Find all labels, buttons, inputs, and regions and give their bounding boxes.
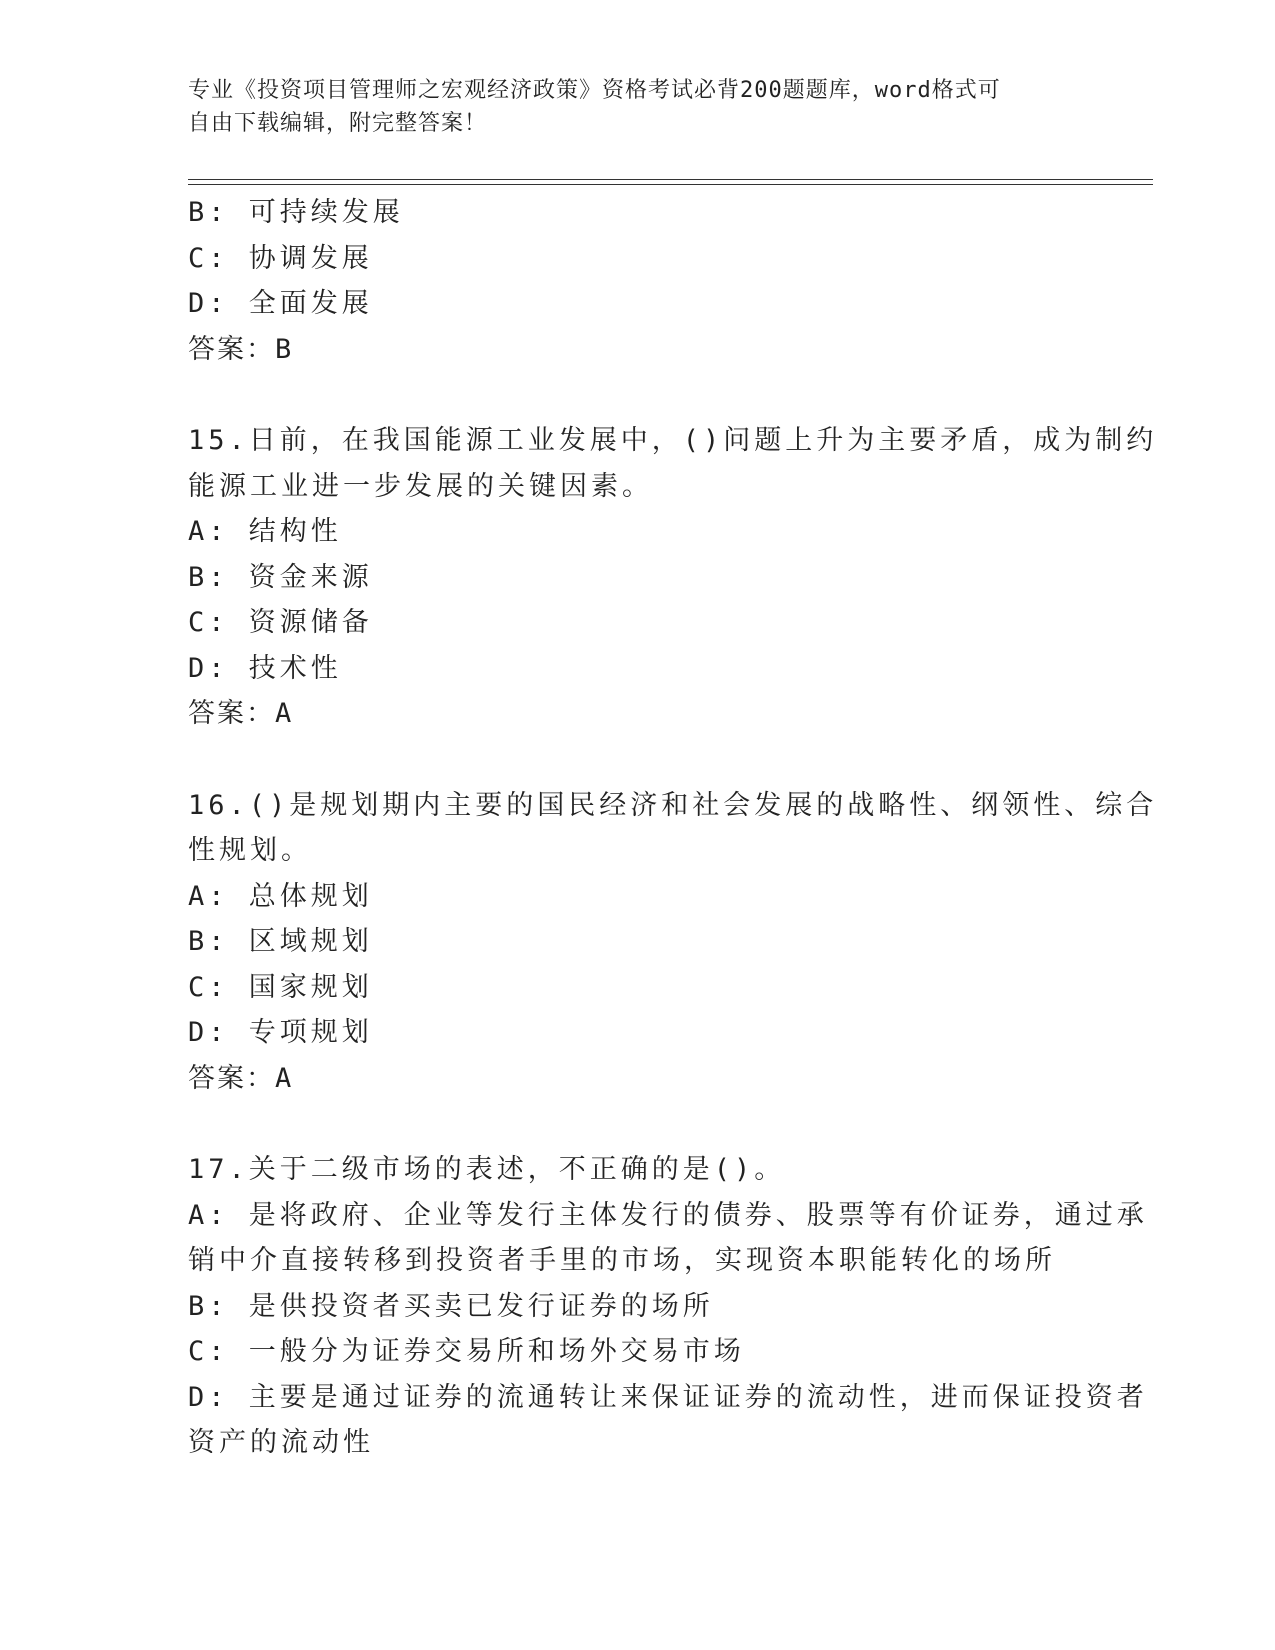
option-d: D: 全面发展 (188, 288, 373, 319)
question-stem-line: 17.关于二级市场的表述，不正确的是()。 (188, 1154, 786, 1185)
question-17 (188, 1147, 1148, 1466)
option-a: A: 是将政府、企业等发行主体发行的债券、股票等有价证券，通过承 (188, 1199, 1148, 1231)
option-d: D: 专项规划 (188, 1017, 373, 1048)
answer-line: 答案：A (188, 698, 294, 729)
option-c: C: 协调发展 (188, 242, 373, 274)
option-b: B: 资金来源 (188, 561, 373, 593)
question-15 (188, 418, 1158, 737)
answer-line: 答案：A (188, 1062, 294, 1094)
option-a: A: 总体规划 (188, 880, 373, 912)
option-c: C: 资源储备 (188, 607, 373, 638)
question-stem-line: 15.日前，在我国能源工业发展中，()问题上升为主要矛盾，成为制约 (188, 425, 1158, 456)
option-d: D: 技术性 (188, 652, 342, 684)
option-a: A: 结构性 (188, 516, 342, 547)
header-line-1: 专业《投资项目管理师之宏观经济政策》资格考试必背200题题库，word格式可 (188, 78, 1001, 103)
option-c: C: 国家规划 (188, 971, 373, 1003)
option-a-continued: 销中介直接转移到投资者手里的市场，实现资本职能转化的场所 (188, 1245, 1056, 1276)
question-14-partial (188, 190, 1088, 372)
answer-line: 答案：B (188, 333, 294, 365)
question-stem-line: 16.()是规划期内主要的国民经济和社会发展的战略性、纲领性、综合 (188, 789, 1158, 821)
question-16 (188, 783, 1158, 1102)
option-d-continued: 资产的流动性 (188, 1427, 374, 1458)
option-b: B: 可持续发展 (188, 197, 404, 228)
option-d: D: 主要是通过证券的流通转让来保证证券的流动性，进而保证投资者 (188, 1381, 1148, 1413)
option-b: B: 是供投资者买卖已发行证券的场所 (188, 1290, 714, 1322)
question-list (188, 190, 1158, 1466)
question-stem-line: 能源工业进一步发展的关键因素。 (188, 470, 653, 502)
option-c: C: 一般分为证券交易所和场外交易市场 (188, 1336, 745, 1367)
header-divider-bottom (188, 184, 1153, 185)
question-stem-line: 性规划。 (188, 835, 312, 866)
option-b: B: 区域规划 (188, 926, 373, 957)
header-line-2: 自由下载编辑，附完整答案！ (188, 111, 488, 136)
document-header (188, 74, 1068, 140)
header-divider-top (188, 179, 1153, 180)
